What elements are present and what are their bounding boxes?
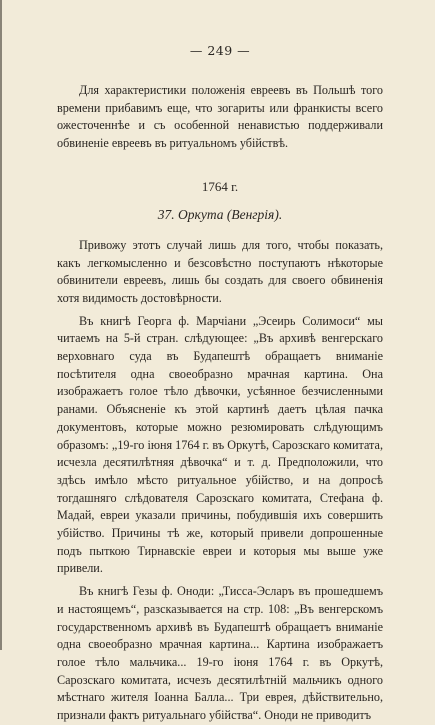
paragraph-1: Для характеристики положенія евреевъ въ Польшѣ того времени прибавимъ еще, что зогариты или франкисты всего ожесточеннѣе и съ особенной ненавистью поддерживали обвиненіе евреевъ въ ритуальномъ убійствѣ. bbox=[57, 83, 383, 151]
page-number: — 249 — bbox=[189, 43, 251, 58]
paragraph-4: Въ книгѣ Гезы ф. Оноди: „Тисса-Эсларъ въ прошедшемъ и настоящемъ“, разсказывается на стр. 108: „Въ венгерскомъ государственномъ архивѣ въ Будапештѣ обращаетъ вниманіе одна своеобразно мрачная картина... Картина изображаетъ голое тѣло мальчика... 19-го іюня 1764 г. въ Оркутѣ, Сарозскаго комитата, исчезъ десятилѣтній мальчикъ одного мѣстнаго жителя Іоанна Балла... Три еврея, дѣйствительно, признали фактъ ритуальнаго убійства“. Оноди не приводитъ bbox=[57, 584, 383, 723]
section-heading: 37. Оркута (Венгрія). bbox=[157, 206, 283, 222]
paragraph-3: Въ книгѣ Георга ф. Марчіани „Эсеирь Солимоси“ мы читаемъ на 5-й стран. слѣдующее: „Въ архивѣ венгерскаго верховнаго суда въ Будапештѣ обращаетъ вниманіе посѣтителя одна своеобразно мрачная картина. Она изображаетъ голое тѣло дѣвочки, усѣянное безчисленными ранами. Объясненіе къ этой картинѣ даетъ цѣлая пачка документовъ, которые можно резюмировать слѣдующимъ образомъ: „19-го іюня 1764 г. въ Оркутѣ, Сарозскаго комитата, исчезла десятилѣтняя дѣвочка“ и т. д. Предположили, что здѣсь имѣло мѣсто ритуальное убійство, и на допросѣ тогдашняго слѣдователя Сарозскаго комитата, Стефана ф. Мадай, евреи указали причины, побудившія ихъ совершить убійство. Причины тѣ же, который привели допрошенные подъ пыткою Тирнавскіе евреи и которыя мы выше уже привели. bbox=[57, 313, 383, 576]
section-year: 1764 г. bbox=[201, 178, 239, 194]
paragraph-2: Привожу этотъ случай лишь для того, чтобы показать, какъ легкомысленно и безсовѣстно поступаютъ нѣкоторые обвинители евреевъ, лишь бы создать для своего обвиненія хотя видимость достовѣрности. bbox=[57, 237, 383, 305]
